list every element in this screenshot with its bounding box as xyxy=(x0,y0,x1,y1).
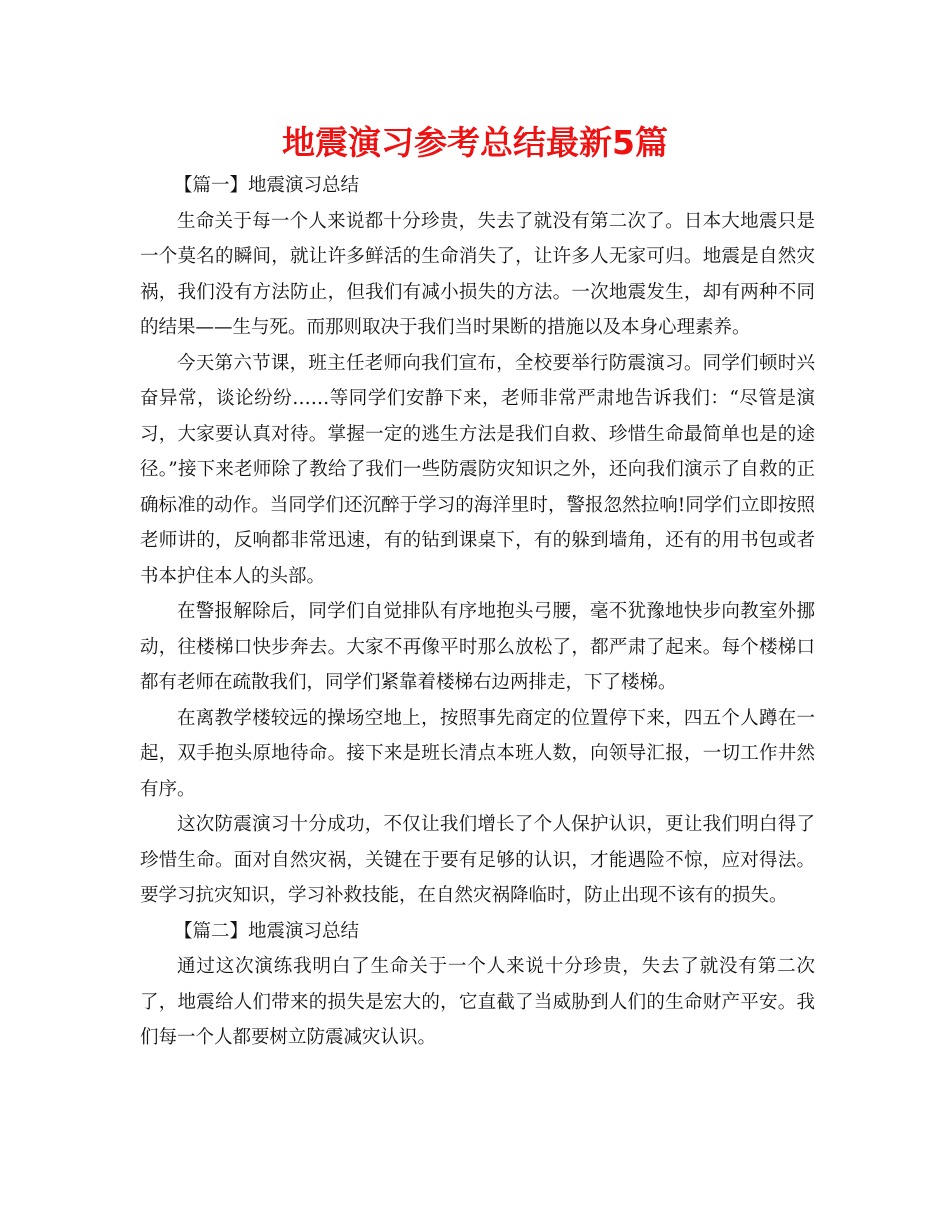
document-body xyxy=(140,168,815,1056)
paragraph: 这次防震演习十分成功，不仅让我们增长了个人保护认识，更让我们明白得了珍惜生命。面对自然灾祸，关键在于要有足够的认识，才能遇险不惊，应对得法。要学习抗灾知识，学习补救技能，在自然灾祸降临时，防止出现不该有的损失。 xyxy=(140,814,815,906)
paragraph: 今天第六节课，班主任老师向我们宣布，全校要举行防震演习。同学们顿时兴奋异常，谈论纷纷……等同学们安静下来，老师非常严肃地告诉我们：“尽管是演习，大家要认真对待。掌握一定的逃生方法是我们自救、珍惜生命最简单也是的途径。”接下来老师除了教给了我们一些防震防灾知识之外，还向我们演示了自救的正确标准的动作。当同学们还沉醉于学习的海洋里时，警报忽然拉响!同学们立即按照老师讲的，反响都非常迅速，有的钻到课桌下，有的躲到墙角，还有的用书包或者书本护住本人的头部。 xyxy=(140,352,815,587)
section-heading-1: 【篇一】地震演习总结 xyxy=(174,175,360,196)
document-title: 地震演习参考总结最新5篇 xyxy=(282,123,668,162)
paragraph: 在警报解除后，同学们自觉排队有序地抱头弓腰，毫不犹豫地快步向教室外挪动，往楼梯口快步奔去。大家不再像平时那么放松了，都严肃了起来。每个楼梯口都有老师在疏散我们，同学们紧靠着楼梯右边两排走，下了楼梯。 xyxy=(140,601,815,693)
section-heading-2: 【篇二】地震演习总结 xyxy=(174,920,360,942)
paragraph: 在离教学楼较远的操场空地上，按照事先商定的位置停下来，四五个人蹲在一起，双手抱头原地待命。接下来是班长清点本班人数，向领导汇报，一切工作井然有序。 xyxy=(140,707,815,800)
paragraph: 生命关于每一个人来说都十分珍贵，失去了就没有第二次了。日本大地震只是一个莫名的瞬间，就让许多鲜活的生命消失了，让许多人无家可归。地震是自然灾祸，我们没有方法防止，但我们有减小损失的方法。一次地震发生，却有两种不同的结果——生与死。而那则取决于我们当时果断的措施以及本身心理素养。 xyxy=(140,210,815,338)
paragraph: 通过这次演练我明白了生命关于一个人来说十分珍贵，失去了就没有第二次了，地震给人们带来的损失是宏大的，它直截了当威胁到人们的生命财产平安。我们每一个人都要树立防震减灾认识。 xyxy=(140,956,815,1048)
